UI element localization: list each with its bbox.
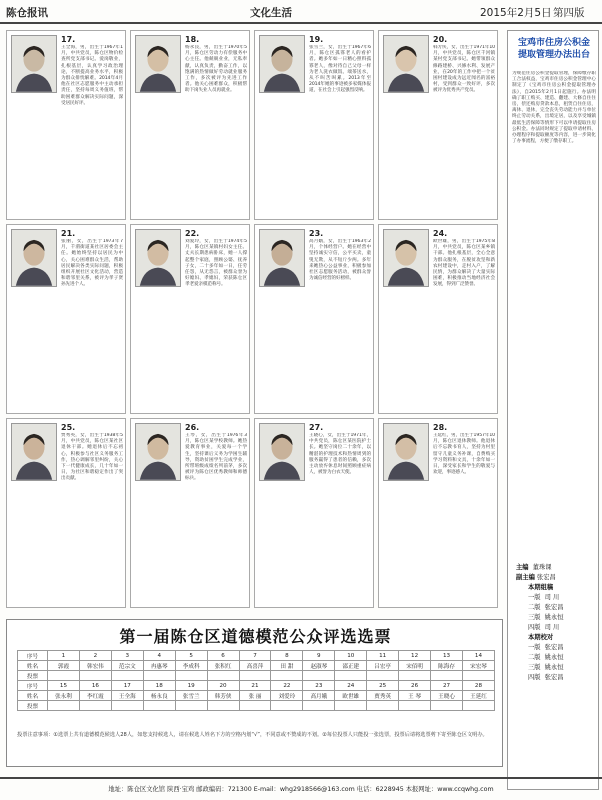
ballot-number-cell: 3 [111,651,143,661]
candidate-bio: 王晓心，女，出生于1971年，中共党员，陈仓区某医院护士长。她坚守岗位二十余年，以精湛的护理技术和热情周到的服务赢得了患者的信赖，多次主动放弃休息时间照顾重症病人，被誉为白衣天使。 [309,433,371,476]
ballot-vote-cell[interactable] [239,671,271,681]
credit-deputy-label: 副主编 [516,574,535,581]
ballot-number-cell: 16 [79,681,111,691]
candidate-number: 18. [185,35,200,44]
credit-group-list [516,643,594,683]
credit-label: 三版 [528,664,541,671]
candidate-number: 27. [309,423,324,432]
ballot-name-cell: 王全海 [111,691,143,701]
candidate-photo [383,423,429,481]
ballot-number-cell: 25 [367,681,399,691]
credit-deputy [516,573,594,583]
credit-name: 姚永恒 [544,654,564,661]
ballot-name-cell: 王 琴 [399,691,431,701]
ballot-row [18,701,495,711]
masthead-rule [0,22,602,24]
ballot-box [6,619,503,767]
ballot-name-cell: 王延红 [462,691,494,701]
ballot-vote-cell[interactable] [303,701,335,711]
credit-line [516,603,594,613]
ballot-number-cell: 7 [239,651,271,661]
ballot-row [18,691,495,701]
ballot-vote-cell[interactable] [431,671,463,681]
candidate-number: 28. [433,423,448,432]
ballot-name-cell: 邵正建 [335,661,367,671]
candidate-card [6,224,126,414]
ballot-name-cell: 张雪兰 [175,691,207,701]
credit-name: 姚永恒 [544,614,564,621]
ballot-title: 第一届陈仓区道德模范公众评选选票 [119,627,392,646]
candidate-photo [135,423,181,481]
ballot-vote-cell[interactable] [143,671,175,681]
masthead [0,0,602,24]
candidate-card [130,224,250,414]
candidate-card [378,30,498,220]
candidate-number: 19. [309,35,324,44]
ballot-vote-cell[interactable] [303,671,335,681]
candidate-photo [259,423,305,481]
credit-name: 张宏昌 [544,674,564,681]
ballot-name-cell: 张 丽 [239,691,271,701]
ballot-number-cell: 23 [303,681,335,691]
ballot-number-cell: 11 [367,651,399,661]
ballot-vote-cell[interactable] [335,671,367,681]
ballot-number-cell: 27 [431,681,463,691]
ballot-name-cell: 冉惠琴 [143,661,175,671]
ballot-name-cell: 高喜萍 [239,661,271,671]
credit-line [516,653,594,663]
credit-line [516,643,594,653]
footer-contact: 地址：陈仓区文化馆 陕西·宝鸡 邮政编码：721300 E-mail：whg2918566@163.com 电话：6228945 本报网址：www.ccqwhg.com [108,786,494,793]
candidate-card [130,30,250,220]
ballot-name-cell: 高月娥 [303,691,335,701]
candidate-bio: 王琴，女，出生于1976年3月，陈仓区某学校教师。她热爱教育事业，关爱每一个学生，坚持课后义务为学困生辅导，资助贫困学生完成学业，所带班级成绩名列前茅，多次被评为陈仓区优秀教师和师德标兵。 [185,433,247,482]
ballot-name-cell: 范宗文 [111,661,143,671]
candidate-card [130,418,250,608]
candidate-bio: 王全海，男，出生于1967年1月，中共党员，陈仓区物价检查所党支部书记。爱岗敬业，扎根基层，认真学习政治理论，不断提高业务水平，积极为群众排忧解难。2014年4月他在社区志愿服务中主动承担责任，坚持每周义务值班，帮助困难群众解决实际问题，深受居民好评。 [61,45,123,106]
ballot-vote-cell[interactable] [207,671,239,681]
ballot-name-cell: 田 甜 [271,661,303,671]
candidate-photo [11,229,57,287]
ballot-row-label: 投票 [18,671,48,681]
editorial-credits [516,563,594,683]
credit-label: 四版 [528,674,541,681]
section-title: 文化生活 [250,7,292,19]
ballot-number-cell: 2 [79,651,111,661]
ballot-vote-cell[interactable] [271,701,303,711]
credit-name: 张宏昌 [544,604,564,611]
ballot-number-cell: 18 [143,681,175,691]
ballot-number-cell: 12 [399,651,431,661]
ballot-vote-cell[interactable] [79,701,111,711]
candidate-number: 24. [433,229,448,238]
ballot-row-label: 姓名 [18,661,48,671]
ballot-vote-cell[interactable] [335,701,367,711]
credit-deputy-name: 张宏昌 [536,574,556,581]
ballot-row [18,661,495,671]
candidate-card [378,418,498,608]
ballot-number-cell: 19 [175,681,207,691]
ballot-row [18,651,495,661]
page-number: 第四版 [553,7,585,19]
credit-line [516,613,594,623]
candidate-photo [259,229,305,287]
ballot-row-label: 姓名 [18,691,48,701]
candidate-number: 25. [61,423,76,432]
candidate-photo [135,229,181,287]
ballot-name-cell: 张积红 [207,661,239,671]
ballot-name-cell: 宋宏琴 [462,661,494,671]
candidate-photo [383,229,429,287]
sidebar-panel [507,30,599,790]
credit-group-title: 本期校对 [528,634,554,641]
ballot-number-cell: 28 [462,681,494,691]
ballot-name-cell: 宋佰明 [399,661,431,671]
candidate-card [6,418,126,608]
credit-name: 司 川 [544,624,560,631]
ballot-vote-cell[interactable] [79,671,111,681]
credit-label: 三版 [528,614,541,621]
candidate-photo [11,35,57,93]
candidate-number: 20. [433,35,448,44]
ballot-number-cell: 1 [48,651,80,661]
ballot-vote-cell[interactable] [431,701,463,711]
ballot-name-cell: 刘爱玲 [271,691,303,701]
candidate-card [378,224,498,414]
ballot-table [17,650,495,711]
ballot-name-cell: 陈海存 [431,661,463,671]
ballot-number-cell: 15 [48,681,80,691]
ballot-name-cell: 李红霞 [79,691,111,701]
ballot-number-cell: 6 [207,651,239,661]
sidebar-headline: 宝鸡市住房公积金提取管理办法出台 [517,38,590,60]
ballot-vote-cell[interactable] [399,671,431,681]
credit-editor-name: 董珠课 [532,564,552,571]
credit-name: 司 川 [544,594,560,601]
credit-name: 姚永恒 [544,664,564,671]
ballot-name-cell: 吕宏亭 [367,661,399,671]
candidate-number: 26. [185,423,200,432]
credit-line [516,593,594,603]
ballot-row [18,671,495,681]
ballot-row-label: 序号 [18,681,48,691]
candidate-bio: 张丽，女，出生于1973年7月，千渭街道某社区居委会主任。她始终坚持以居民为中心，关心困难群众生活，帮助居民解决各类实际问题，积极组织开展社区文化活动，营造和谐邻里关系，被评为孝子贤孙先进个人。 [61,239,123,288]
ballot-note: 投票注意事项：①选票上共有道德模范候选人28人，如您支持候选人，请在候选人姓名下方的空格内划“√”，不同意或不赞成的不划。②每位投票人只能投一张选票，投票后请将选票剪下寄至陈仓区文明办。 [17,732,488,738]
candidate-photo [259,35,305,93]
credit-editor [516,563,594,573]
ballot-vote-cell[interactable] [175,701,207,711]
ballot-number-cell: 5 [175,651,207,661]
ballot-vote-cell[interactable] [111,671,143,681]
credit-label: 一版 [528,594,541,601]
ballot-number-cell: 24 [335,681,367,691]
ballot-number-cell: 22 [271,681,303,691]
ballot-name-cell: 欧世雄 [335,691,367,701]
ballot-number-cell: 26 [399,681,431,691]
ballot-number-cell: 9 [303,651,335,661]
candidate-bio: 张雪兰，女，出生于1967年6月，陈仓区孤寡老人的看护者。她多年如一日精心照料孤寡老人，像对待自己父母一样为老人洗衣做饭、端茶送水，从不叫苦叫累。2013年至2014年她的事迹被多家媒体报道，在社会上引起强烈反响。 [309,45,371,94]
candidate-bio: 杨永良，男，出生于1970年5月，陈仓区劳动力有偿服务中心主任。他兢兢业业，无私奉献，认真负责，勤奋工作，以饱满的热情做好劳动就业服务工作，多次被评为先进工作者。他关心困难群众，积极帮助下岗失业人员再就业。 [185,45,247,94]
candidate-card [254,224,374,414]
ballot-vote-cell[interactable] [462,701,494,711]
ballot-row-label: 投票 [18,701,48,711]
credit-line [516,623,594,633]
candidate-number: 17. [61,35,76,44]
ballot-row [18,681,495,691]
ballot-vote-cell[interactable] [271,671,303,681]
footer [0,777,602,800]
ballot-number-cell: 21 [239,681,271,691]
ballot-name-cell: 王晓心 [431,691,463,701]
candidate-photo [11,423,57,481]
candidate-bio: 韩芳侠，女，出生于1971年10月，中共党员，陈仓区千河镇某村党支部书记。她带领群众修路建桥、兴修水利、发展产业，在20年的工作中把一个贫困村建设成为远近闻名的富裕村，受到群众一致好评，多次被评为优秀共产党员。 [433,45,495,94]
sidebar-article: 为规范住房公积金提取管理，保障缴存职工合法权益，宝鸡市住房公积金管理中心制定了《宝鸡市住房公积金提取管理办法》，自2015年2月1日起施行。办法明确了职工购买、建造、翻建、大修自住住房，偿还购房贷款本息，租赁自住住房，离休、退休，完全丧失劳动能力并与单位终止劳动关系，出境定居，以及享受城镇最低生活保障等情形下可以申请提取住房公积金。办法同时规定了提取申请材料、办理程序和提取额度等内容，进一步简化了办事流程，方便了缴存职工。 [512,71,596,145]
credit-group-list [516,593,594,633]
ballot-vote-cell[interactable] [239,701,271,711]
candidate-photo [383,35,429,93]
ballot-number-cell: 8 [271,651,303,661]
ballot-vote-cell[interactable] [48,701,80,711]
candidate-number: 23. [309,229,324,238]
candidate-card [254,418,374,608]
credit-line [516,673,594,683]
credit-editor-label: 主编 [516,564,529,571]
ballot-number-cell: 4 [143,651,175,661]
ballot-name-cell: 韩芳侠 [207,691,239,701]
ballot-vote-cell[interactable] [207,701,239,711]
credit-name: 张宏昌 [544,644,564,651]
ballot-name-cell: 张永利 [48,691,80,701]
ballot-number-cell: 10 [335,651,367,661]
candidate-card [254,30,374,220]
candidate-bio: 贾秀英，女，出生于1938年5月，中共党员，陈仓区某社区退休干部。她退休后不忘初心，积极参与社区义务服务工作，热心调解邻里纠纷，关心下一代健康成长，几十年如一日，为社区和谐稳定作出了突出贡献。 [61,433,123,482]
candidate-bio: 王延红，男，出生于1957年10月，陈仓区退休教师。他退休后不忘教书育人，坚持为村里留守儿童义务补课，自费购买学习资料和文具，十余年如一日，深受家长和学生的敬爱与欢迎，事迹感人。 [433,433,495,476]
ballot-number-cell: 20 [207,681,239,691]
ballot-name-cell: 杨永良 [143,691,175,701]
credit-label: 二版 [528,654,541,661]
ballot-vote-cell[interactable] [462,671,494,681]
ballot-name-cell: 郭霞 [48,661,80,671]
ballot-vote-cell[interactable] [399,701,431,711]
ballot-number-cell: 13 [431,651,463,661]
credit-label: 四版 [528,624,541,631]
ballot-vote-cell[interactable] [143,701,175,711]
ballot-name-cell: 李成科 [175,661,207,671]
credit-label: 一版 [528,644,541,651]
ballot-vote-cell[interactable] [111,701,143,711]
ballot-number-cell: 14 [462,651,494,661]
ballot-name-cell: 韩宏伟 [79,661,111,671]
ballot-name-cell: 赵淑琴 [303,661,335,671]
candidate-photo [135,35,181,93]
candidate-bio: 高月娥，女，出生于1963年2月，个体经营户。她在经营中坚持诚实守信，公平买卖，童叟无欺，从不短斤少两。多年来她热心公益事业，积极参加社区志愿服务活动，被群众誉为诚信经营的好榜样。 [309,239,371,282]
paper-name: 陈仓报讯 [6,7,48,19]
ballot-vote-cell[interactable] [48,671,80,681]
credit-group-title: 本期组稿 [528,584,554,591]
ballot-number-cell: 17 [111,681,143,691]
ballot-vote-cell[interactable] [367,701,399,711]
credit-label: 二版 [528,604,541,611]
ballot-vote-cell[interactable] [175,671,207,681]
candidate-bio: 欧世雄，男，出生于1975年8月，中共党员，陈仓区某乡镇干部。他扎根基层，全心全意为群众服务，在脱贫攻坚和新农村建设中，走村入户，了解民情，为群众解决了大量实际困难，积极推动当地经济社会发展，得到广泛赞誉。 [433,239,495,288]
candidate-number: 22. [185,229,200,238]
candidate-bio: 刘爱玲，女，出生于1974年5月，陈仓区某镇村妇女主任。丈夫长期患病卧床，她一人撑起整个家庭，照顾公婆、抚养子女，二十多年如一日，任劳任怨，从无怨言，被群众誉为好媳妇、孝媳妇，荣获陈仓区孝老爱亲模范称号。 [185,239,247,288]
ballot-row-label: 序号 [18,651,48,661]
ballot-vote-cell[interactable] [367,671,399,681]
credit-line [516,663,594,673]
candidate-number: 21. [61,229,76,238]
ballot-name-cell: 贾秀英 [367,691,399,701]
candidate-card [6,30,126,220]
issue-date: 2015年2月5日 [480,7,552,19]
